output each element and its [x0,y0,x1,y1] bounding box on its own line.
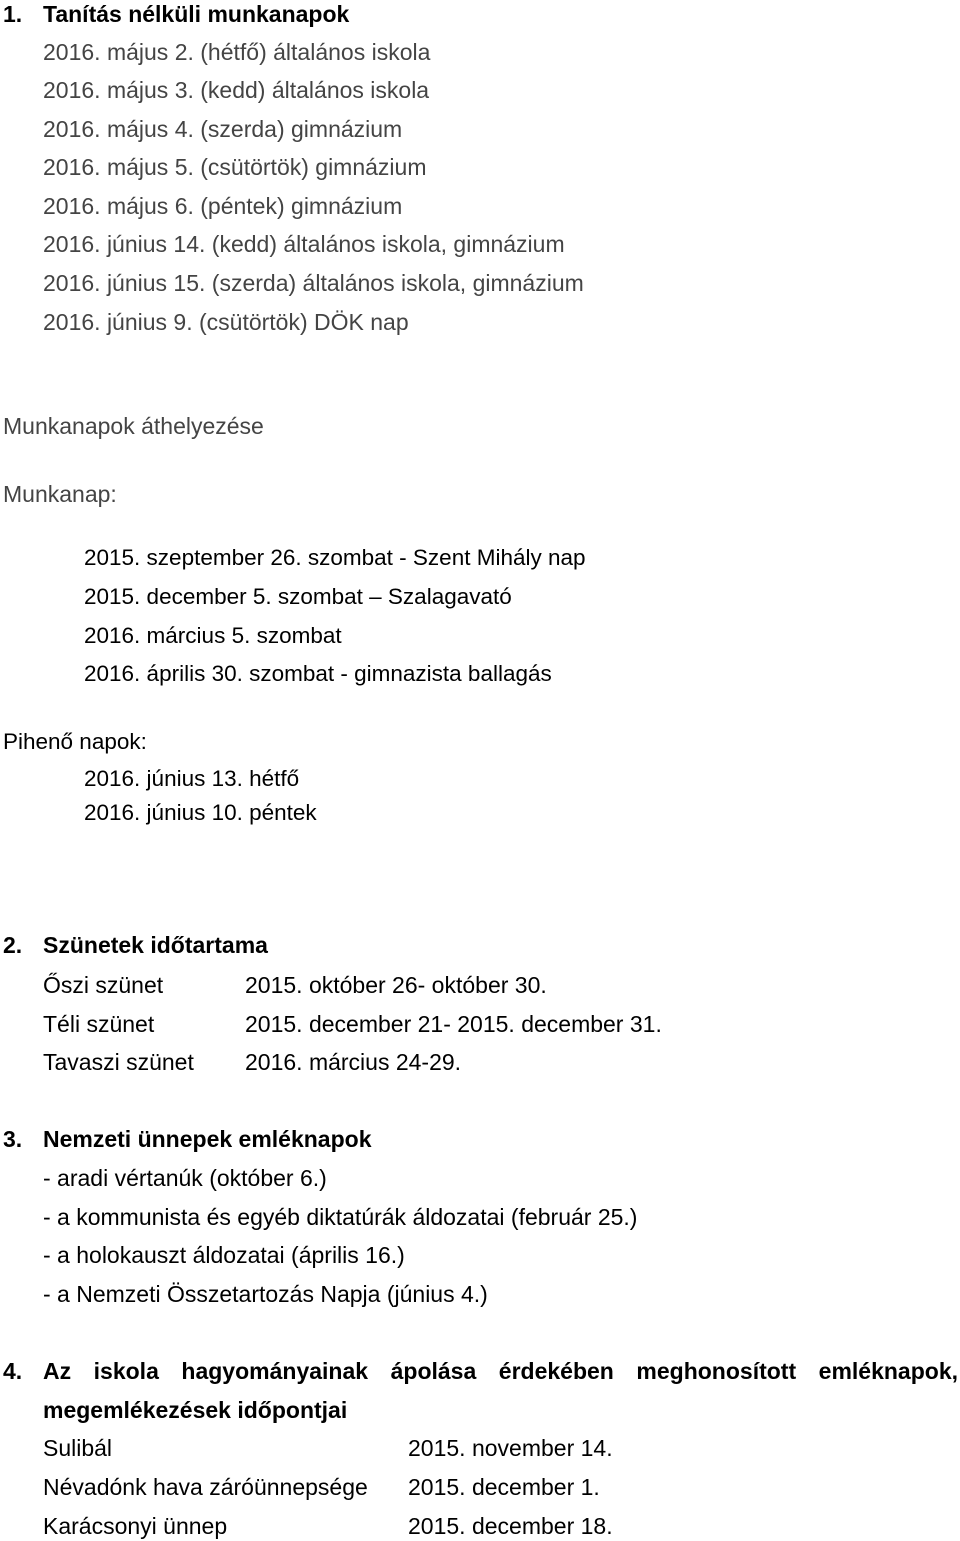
workday-item: 2015. december 5. szombat – Szalagavató [84,584,512,609]
section-1-item: 2016. május 5. (csütörtök) gimnázium [43,154,427,180]
memorial-item: - a holokauszt áldozatai (április 16.) [43,1242,405,1268]
break-name: Tavaszi szünet [43,1049,194,1075]
break-name: Téli szünet [43,1011,155,1037]
break-dates: 2015. október 26- október 30. [245,972,547,998]
section-1-item: 2016. május 3. (kedd) általános iskola [43,77,430,103]
section-2-title: Szünetek időtartama [43,932,268,958]
tradition-name: Karácsonyi ünnep [43,1513,228,1539]
tradition-date: 2015. december 1. [408,1474,600,1500]
section-1-number: 1. [3,1,23,27]
section-1-item: 2016. május 2. (hétfő) általános iskola [43,39,431,65]
rest-day-item: 2016. június 10. péntek [84,800,317,825]
tradition-date: 2015. december 18. [408,1513,613,1539]
section-3-title: Nemzeti ünnepek emléknapok [43,1126,372,1152]
section-1-item: 2016. június 15. (szerda) általános iskola, gimnázium [43,270,584,296]
transfer-heading: Munkanapok áthelyezése [3,413,264,439]
section-3-number: 3. [3,1126,23,1152]
tradition-name: Névadónk hava záróünnepsége [43,1474,368,1500]
workday-item: 2016. március 5. szombat [84,623,342,648]
tradition-date: 2015. november 14. [408,1435,613,1461]
memorial-item: - a kommunista és egyéb diktatúrák áldozatai (február 25.) [43,1204,638,1230]
section-4-number: 4. [3,1358,23,1384]
workday-label: Munkanap: [3,481,117,507]
break-dates: 2015. december 21- 2015. december 31. [245,1011,662,1037]
section-4-title-line-1: Az iskola hagyományainak ápolása érdekében meghonosított emléknapok, [43,1358,958,1384]
tradition-name: Sulibál [43,1435,113,1461]
section-1-item: 2016. május 6. (péntek) gimnázium [43,193,403,219]
section-1-title: Tanítás nélküli munkanapok [43,1,350,27]
section-4-title-line-2: megemlékezések időpontjai [43,1397,348,1423]
rest-days-label: Pihenő napok: [3,729,147,754]
break-dates: 2016. március 24-29. [245,1049,462,1075]
memorial-item: - a Nemzeti Összetartozás Napja (június 4.) [43,1281,488,1307]
section-1-item: 2016. május 4. (szerda) gimnázium [43,116,403,142]
section-1-item: 2016. június 9. (csütörtök) DÖK nap [43,309,409,335]
section-2-number: 2. [3,932,23,958]
workday-item: 2015. szeptember 26. szombat - Szent Mihály nap [84,545,586,570]
section-1-item: 2016. június 14. (kedd) általános iskola, gimnázium [43,231,565,257]
workday-item: 2016. április 30. szombat - gimnazista ballagás [84,661,552,686]
rest-day-item: 2016. június 13. hétfő [84,766,300,791]
break-name: Őszi szünet [43,972,164,998]
memorial-item: - aradi vértanúk (október 6.) [43,1165,327,1191]
